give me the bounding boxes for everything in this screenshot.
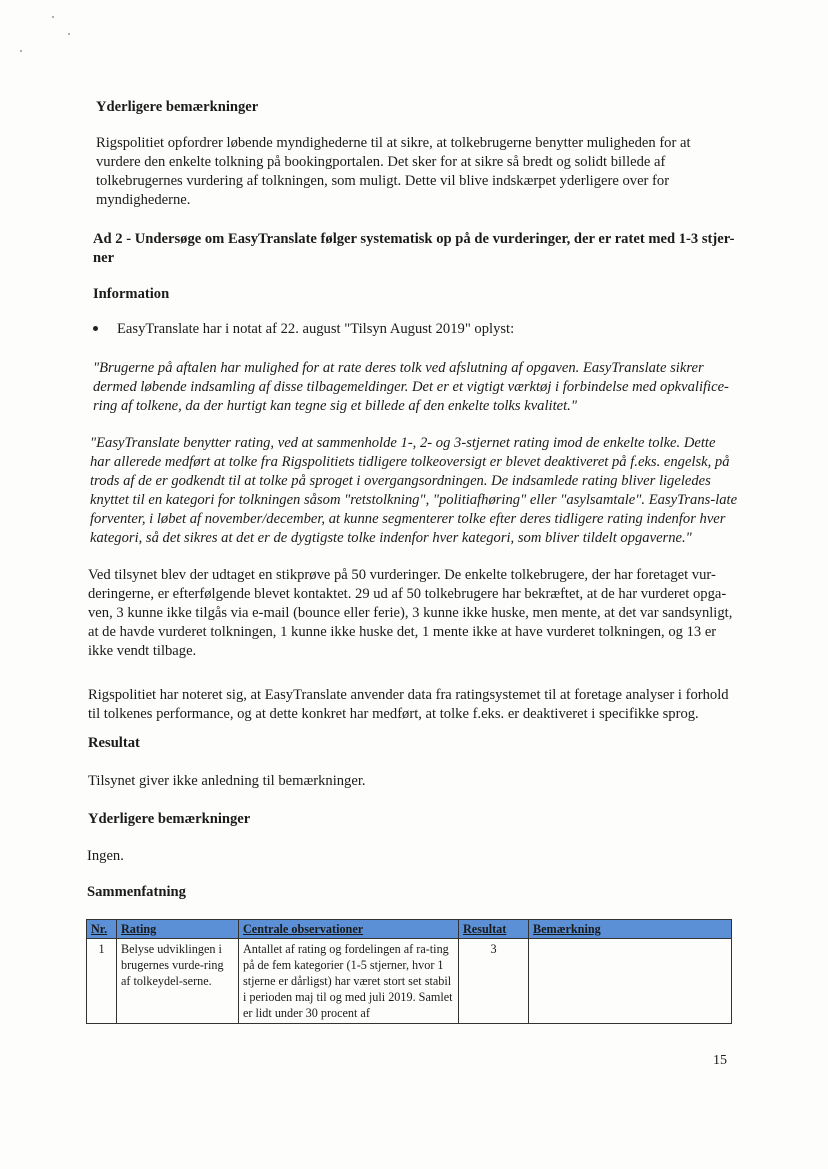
ingen-text: Ingen. — [87, 848, 124, 864]
table-header-row — [87, 920, 732, 939]
column-header: Bemærkning — [529, 920, 732, 939]
heading-resultat: Resultat — [88, 735, 140, 751]
paragraph-ratingsystem: Rigspolitiet har noteret sig, at EasyTranslate anvender data fra ratingsystemet til at foretage analyser i forhold til tolkenes performance, og at dette konkret har medført, at tolke f.eks. er deaktiveret i specifikke sprog. — [88, 687, 729, 722]
cell-observations: Antallet af rating og fordelingen af ra-ting på de fem kategorier (1-5 stjerner, hvor 1 stjerne er dårligst) har været stort set stabil i perioden maj til og med juli 2019. Samlet er lidt under 30 procent af — [239, 939, 459, 1024]
heading-sammenfatning: Sammenfatning — [87, 884, 186, 900]
heading-yderligere-2: Yderligere bemærkninger — [88, 811, 251, 827]
page-number: 15 — [713, 1053, 727, 1068]
cell-rating: Belyse udviklingen i brugernes vurde-ring af tolkeydel-serne. — [117, 939, 239, 1024]
paragraph-stikproeve: Ved tilsynet blev der udtaget en stikprøve på 50 vurderinger. De enkelte tolkebrugere, der har foretaget vur-deringerne, er efterfølgende blevet kontaktet. 29 ud af 50 tolkebrugere har bekræftet, at de har vurderet opga-ven, 3 kunne ikke tilgås via e-mail (bounce eller ferie), 3 kunne ikke huske, men mente, at det var sandsynligt, at de havde vurderet tolkningen, 1 kunne ikke huske det, 1 mente ikke at have vurderet tolkningen, og 13 er ikke vendt tilbage. — [88, 567, 733, 659]
column-header: Nr. — [87, 920, 117, 939]
scan-speck — [68, 33, 70, 35]
heading-ad2: Ad 2 - Undersøge om EasyTranslate følger systematisk op på de vurderinger, der er ratet med 1-3 stjer-ner — [93, 231, 735, 266]
summary-table — [86, 919, 732, 1024]
table-row — [87, 939, 732, 1024]
column-header: Rating — [117, 920, 239, 939]
column-header: Resultat — [459, 920, 529, 939]
quote-2: "EasyTranslate benytter rating, ved at sammenholde 1-, 2- og 3-stjernet rating imod de enkelte tolke. Dette har allerede medført at tolke fra Rigspolitiets tidligere tolkeoversigt er blevet deaktiveret på f.eks. engelsk, på trods af de er godkendt til at tolke på sproget i overgangsordningen. De indsamlede rating bliver ligeledes knyttet til en kategori for tolkningen såsom "retstolkning", "politiafhøring" eller "asylsamtale". EasyTrans-late forventer, i løbet af november/december, at kunne segmenterer tolke efter deres tidligere rating indenfor hver kategori, så det sikres at det er de dygtigste tolke indenfor hver kategori, som bliver tildelt opgaverne." — [90, 435, 738, 546]
scan-speck — [20, 50, 22, 52]
heading-yderligere-1: Yderligere bemærkninger — [96, 99, 259, 115]
quote-1: "Brugerne på aftalen har mulighed for at rate deres tolk ved afslutning af opgaven. EasyTranslate sikrer dermed løbende indsamling af disse tilbagemeldinger. Det er et vigtigt værktøj i forbindelse med opkvalifice-ring af tolkene, da der hurtigt kan tegne sig et billede af den enkelte tolks kvalitet." — [93, 360, 729, 414]
resultat-text: Tilsynet giver ikke anledning til bemærkninger. — [88, 773, 366, 789]
bullet-text: EasyTranslate har i notat af 22. august "Tilsyn August 2019" oplyst: — [117, 321, 515, 337]
column-header: Centrale observationer — [239, 920, 459, 939]
cell-result: 3 — [459, 939, 529, 1024]
heading-information: Information — [93, 286, 170, 302]
bullet-icon — [93, 326, 98, 331]
scan-speck — [52, 16, 54, 18]
paragraph-rigspolitiet-opfordrer: Rigspolitiet opfordrer løbende myndighederne til at sikre, at tolkebrugerne benytter muligheden for at vurdere den enkelte tolkning på bookingportalen. Det sker for at sikre så bredt og solidt billede af tolkebrugernes vurdering af tolkningen, som muligt. Dette vil blive indskærpet yderligere over for myndighederne. — [96, 135, 691, 208]
cell-nr: 1 — [87, 939, 117, 1024]
cell-remark — [529, 939, 732, 1024]
